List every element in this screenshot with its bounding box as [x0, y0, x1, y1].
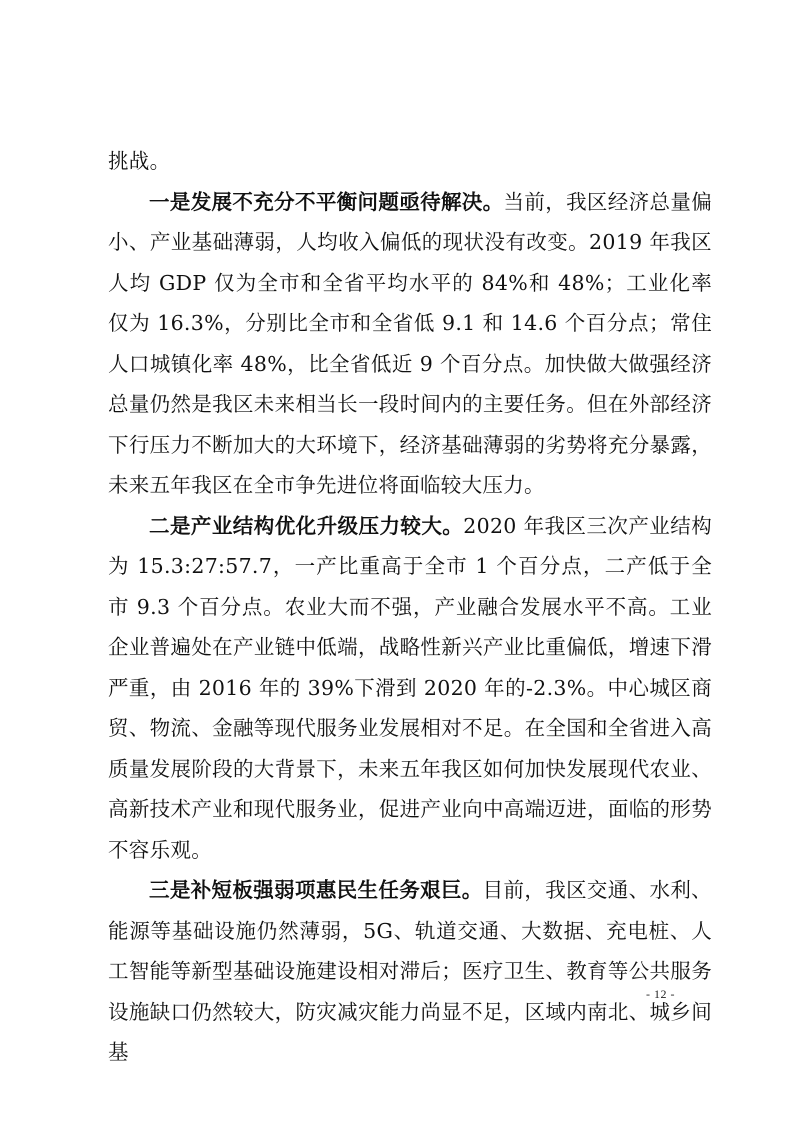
paragraph-lead: 三是补短板强弱项惠民生任务艰巨。 — [149, 878, 483, 902]
paragraph-livelihood-tasks — [108, 870, 712, 1073]
intro-line: 挑战。 — [108, 149, 171, 173]
paragraph-lead: 二是产业结构优化升级压力较大。 — [149, 513, 464, 538]
paragraph-development-imbalance — [108, 182, 712, 506]
document-body — [108, 141, 712, 1073]
page-number: - 12 - — [646, 987, 675, 1001]
paragraph-industrial-structure — [108, 506, 712, 871]
paragraph-lead: 一是发展不充分不平衡问题亟待解决。 — [149, 189, 504, 214]
paragraph-text: 2020 年我区三次产业结构为 15.3:27:57.7，一产比重高于全市 1 个百分点，二产低于全市 9.3 个百分点。农业大而不强，产业融合发展水平不高。工业企业普遍处在产业链中低端，战略性新兴产业比重偏低，增速下滑严重，由 2016 年的 39%下滑到 2020 年的-2.3%。中心城区商贸、物流、金融等现代服务业发展相对不足。在全国和全省进入高质量发展阶段的大背景下，未来五年我区如何加快发展现代农业、高新技术产业和现代服务业，促进产业向中高端迈进，面临的形势不容乐观。 — [108, 513, 713, 862]
paragraph-text: 当前，我区经济总量偏小、产业基础薄弱，人均收入偏低的现状没有改变。2019 年我区人均 GDP 仅为全市和全省平均水平的 84%和 48%；工业化率仅为 16.3%，分别比全市和全省低 9.1 和 14.6 个百分点；常住人口城镇化率 48%，比全省低近 9 个百分点。加快做大做强经济总量仍然是我区未来相当长一段时间内的主要任务。但在外部经济下行压力不断加大的大环境下，经济基础薄弱的劣势将充分暴露，未来五年我区在全市争先进位将面临较大压力。 — [108, 189, 712, 497]
paragraph-text: 目前，我区交通、水利、能源等基础设施仍然薄弱，5G、轨道交通、大数据、充电桩、人工智能等新型基础设施建设相对滞后；医疗卫生、教育等公共服务设施缺口仍然较大，防灾减灾能力尚显不足，区域内南北、城乡间基 — [108, 878, 712, 1064]
